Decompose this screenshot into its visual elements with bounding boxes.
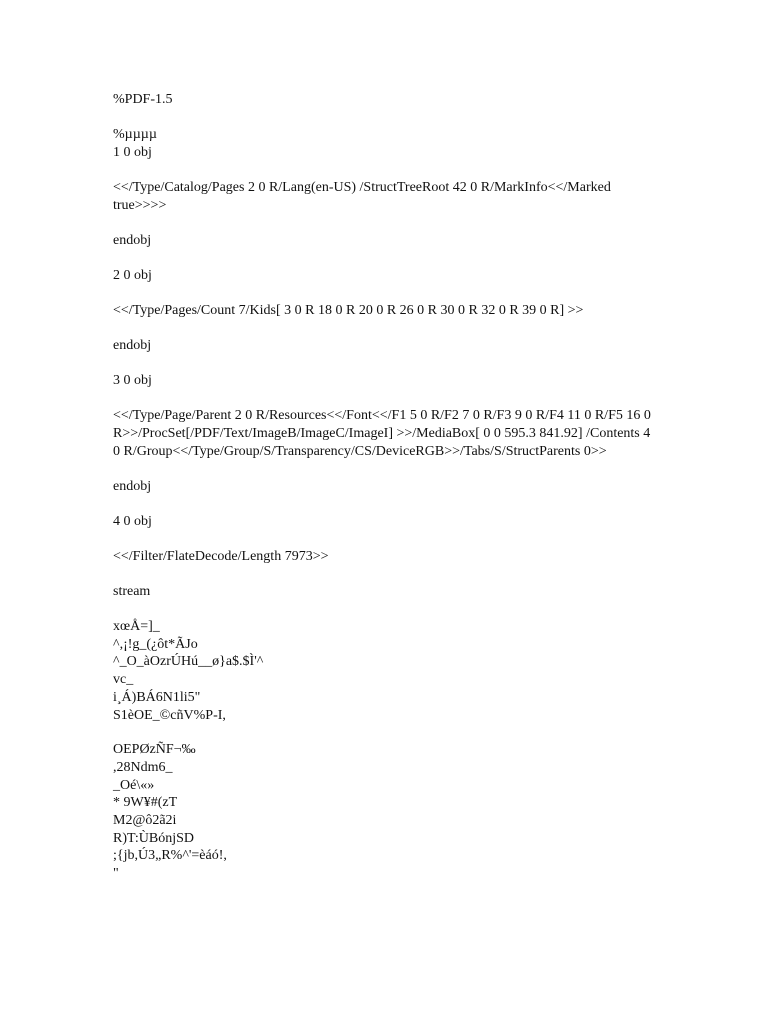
object-2-end: endobj: [113, 338, 152, 353]
stream-bytes-line: vc_: [113, 672, 134, 688]
stream-bytes-line: S1èOE_©cñV%P-I,: [113, 707, 226, 723]
stream-bytes-line: i¸Á)BÁ6N1li5": [113, 689, 201, 705]
pdf-source-text: [113, 91, 658, 883]
object-1-catalog-dict: <</Type/Catalog/Pages 2 0 R/Lang(en-US) /StructTreeRoot 42 0 R/MarkInfo<</Marked true>>>>: [113, 180, 615, 213]
object-2-pages-dict: <</Type/Pages/Count 7/Kids[ 3 0 R 18 0 R 20 0 R 26 0 R 30 0 R 32 0 R 39 0 R] >>: [113, 303, 584, 318]
object-4-stream-dict: <</Filter/FlateDecode/Length 7973>>: [113, 549, 329, 564]
object-4-open: 4 0 obj: [113, 514, 152, 529]
stream-bytes-block-b: [113, 741, 658, 883]
object-1-open: 1 0 obj: [113, 145, 152, 160]
stream-bytes-line: M2@ô2ã2i: [113, 813, 177, 829]
pdf-header-line: %PDF-1.5: [113, 92, 173, 107]
stream-bytes-line: ;{jb,Ú3„R%^'=èáó!,: [113, 848, 227, 864]
stream-bytes-line: _Oé\«»: [113, 777, 155, 793]
stream-bytes-line: ,28Ndm6_: [113, 759, 173, 775]
stream-bytes-line: ^_O_àOzrÚHú__ø}a$.$Ì'^: [113, 654, 264, 670]
stream-bytes-line: OEPØzÑF¬‰: [113, 742, 196, 758]
object-2-open: 2 0 obj: [113, 268, 152, 283]
stream-bytes-block-a: [113, 618, 658, 724]
object-3-page-dict: <</Type/Page/Parent 2 0 R/Resources<</Font<</F1 5 0 R/F2 7 0 R/F3 9 0 R/F4 11 0 R/F5 16 0 R>>/ProcSet[/PDF/Text/ImageB/ImageC/ImageI] >>/MediaBox[ 0 0 595.3 841.92] /Contents 4 0 R/Group<</Type/Group/S/Transparency/CS/DeviceRGB>>/Tabs/S/StructParents 0>>: [113, 408, 655, 459]
stream-blank-line: [113, 724, 658, 741]
stream-bytes-line: ": [113, 866, 119, 882]
stream-keyword: stream: [113, 584, 151, 599]
pdf-binary-marker: %µµµµ: [113, 127, 157, 142]
stream-bytes-line: * 9W¥#(zT: [113, 795, 178, 811]
stream-bytes-line: xœÅ=]_: [113, 619, 160, 634]
object-3-end: endobj: [113, 479, 152, 494]
stream-bytes-line: ^,¡!g_(¿ôt*ÃJo: [113, 636, 198, 652]
object-1-end: endobj: [113, 233, 152, 248]
stream-bytes-line: R)T:ÙBónjSD: [113, 830, 194, 846]
object-3-open: 3 0 obj: [113, 373, 152, 388]
